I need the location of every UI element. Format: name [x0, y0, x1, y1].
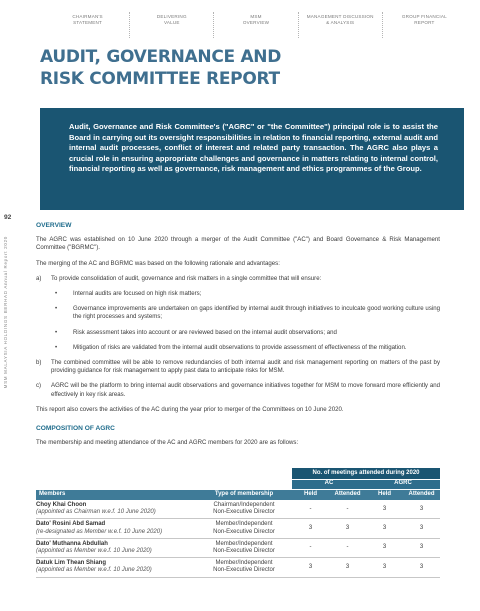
ac-held: 3 — [292, 558, 329, 577]
ac-attended: - — [329, 500, 366, 519]
table-row — [36, 538, 440, 557]
bullet-icon: • — [55, 305, 58, 313]
intro-text: Audit, Governance and Risk Committee's ("AGRC" or "the Committee") principal role is to assist the Board in carrying out its oversight responsibilities in relation to financial reporting, external audit and internal audit processes, conflict of interest and related party transaction. The AGRC also plays a crucial role in ensuring appropriate challenges and governance in matters relating to internal control, financial reporting as well as governance, risk management and ethics programmes of the Group. — [69, 122, 438, 174]
table-subheader-ac: AC — [292, 479, 366, 489]
list-item-c — [36, 382, 440, 398]
overview-paragraph-1: The AGRC was established on 10 June 2020 through a merger of the Audit Committee ("AC") and Board Governance & Risk Management Committee ("BGRMC"). — [36, 236, 440, 252]
ac-held: - — [292, 538, 329, 557]
table-group-header: No. of meetings attended during 2020 — [292, 468, 440, 479]
overview-paragraph-2: The merging of the AC and BGRMC was based on the following rationale and advantages: — [36, 259, 280, 267]
agrc-attended: 3 — [403, 519, 440, 538]
col-header-ac-attended: Attended — [329, 489, 366, 500]
bullet-icon: • — [55, 290, 58, 298]
bullet-text: Risk assessment takes into account or are reviewed based on the internal audit observations; and — [73, 328, 337, 336]
membership-type: Member/Independent — [215, 521, 273, 528]
member-name: Datuk Lim Thean Shiang — [36, 560, 107, 567]
page-title-line-1: AUDIT, GOVERNANCE AND — [40, 47, 282, 67]
bullet-text: Mitigation of risks are validated from the internal audit observations to provide assessment of effectiveness of the mitigation. — [73, 343, 407, 351]
overview-paragraph-3: This report also covers the activities of the AC during the year prior to merger of the Committees on 10 June 2020. — [36, 405, 344, 413]
nav-management-discussion[interactable]: MANAGEMENT DISCUSSION & ANALYSIS — [299, 12, 383, 38]
member-name: Choy Khai Choon — [36, 502, 87, 508]
col-header-type: Type of membership — [196, 489, 292, 500]
member-note: (appointed as Chairman w.e.f. 10 June 2020) — [36, 509, 156, 516]
col-header-agrc-held: Held — [366, 489, 403, 500]
nav-delivering-value[interactable]: DELIVERING VALUE — [130, 12, 214, 38]
table-row — [36, 500, 440, 519]
ac-held: - — [292, 500, 329, 519]
bullet-icon: • — [55, 343, 58, 351]
list-text: The combined committee will be able to remove redundancies of both internal audit and risk management reporting on matters of the past by providing guidance for risk management to apply past data to anticipate risks for MSM. — [51, 359, 440, 375]
nav-msm-overview[interactable]: MSM OVERVIEW — [214, 12, 298, 38]
membership-type: Member/Independent — [215, 560, 273, 567]
member-note: (re-designated as Member w.e.f. 10 June 2020) — [36, 528, 163, 535]
side-running-text: MSM MALAYSIA HOLDINGS BERHAD Annual Report 2020 — [3, 236, 8, 389]
composition-heading: COMPOSITION OF AGRC — [36, 425, 115, 433]
list-marker: a) — [36, 274, 42, 282]
agrc-held: 3 — [366, 500, 403, 519]
composition-paragraph: The membership and meeting attendance of the AC and AGRC members for 2020 are as follows: — [36, 439, 299, 447]
col-header-agrc-attended: Attended — [403, 489, 440, 500]
list-item-b — [36, 359, 440, 375]
membership-type-detail: Non-Executive Director — [213, 567, 275, 574]
attendance-table — [36, 468, 440, 578]
membership-type: Chairman/Independent — [213, 502, 275, 508]
list-item-a — [36, 275, 440, 283]
agrc-attended: 3 — [403, 558, 440, 577]
bullet-item — [51, 290, 440, 298]
ac-attended: 3 — [329, 519, 366, 538]
table-row — [36, 558, 440, 577]
table-header-row-1 — [36, 468, 440, 479]
membership-type-detail: Non-Executive Director — [213, 528, 275, 535]
agrc-held: 3 — [366, 558, 403, 577]
intro-box — [40, 108, 464, 210]
member-note: (appointed as Member w.e.f. 10 June 2020) — [36, 567, 152, 574]
bullet-item — [51, 344, 440, 352]
membership-type-detail: Non-Executive Director — [213, 548, 275, 555]
ac-held: 3 — [292, 519, 329, 538]
col-header-members: Members — [36, 489, 196, 500]
agrc-held: 3 — [366, 538, 403, 557]
agrc-held: 3 — [366, 519, 403, 538]
member-name: Dato' Rosini Abd Samad — [36, 521, 106, 528]
overview-heading: OVERVIEW — [36, 222, 72, 229]
table-subheader-agrc: AGRC — [366, 479, 440, 489]
table-header-row-3 — [36, 489, 440, 500]
bullet-text: Internal audits are focused on high risk matters; — [73, 290, 202, 298]
ac-attended: - — [329, 538, 366, 557]
list-marker: c) — [36, 382, 42, 390]
bullet-text: Governance improvements are undertaken on gaps identified by internal audit through initiatives to inculcate good working culture using the right processes and systems; — [73, 305, 440, 321]
bullet-item — [51, 329, 440, 337]
page-title-line-2: RISK COMMITTEE REPORT — [40, 69, 280, 89]
page-number: 92 — [4, 214, 12, 221]
main-content — [36, 222, 440, 454]
top-navigation — [46, 12, 466, 38]
nav-group-financial-report[interactable]: GROUP FINANCIAL REPORT — [401, 14, 447, 25]
membership-type-detail: Non-Executive Director — [213, 509, 275, 516]
bullet-item — [51, 305, 440, 321]
member-note: (appointed as Member w.e.f. 10 June 2020) — [36, 548, 152, 555]
ac-attended: 3 — [329, 558, 366, 577]
member-name: Dato' Muthanna Abdullah — [36, 540, 108, 547]
list-marker: b) — [36, 359, 42, 367]
list-text: AGRC will be the platform to bring internal audit observations and governance initiatives together for MSM to move forward more efficiently and effectively in key risk areas. — [51, 382, 440, 398]
table-header-row-2 — [36, 479, 440, 489]
agrc-attended: 3 — [403, 538, 440, 557]
nav-chairmans-statement[interactable]: CHAIRMAN'S STATEMENT — [46, 12, 130, 38]
membership-type: Member/Independent — [215, 540, 273, 547]
page-title — [40, 46, 281, 90]
bullet-icon: • — [55, 328, 58, 336]
col-header-ac-held: Held — [292, 489, 329, 500]
agrc-attended: 3 — [403, 500, 440, 519]
list-text: To provide consolidation of audit, governance and risk matters in a single committee that will ensure: — [51, 274, 322, 282]
table-row — [36, 519, 440, 538]
